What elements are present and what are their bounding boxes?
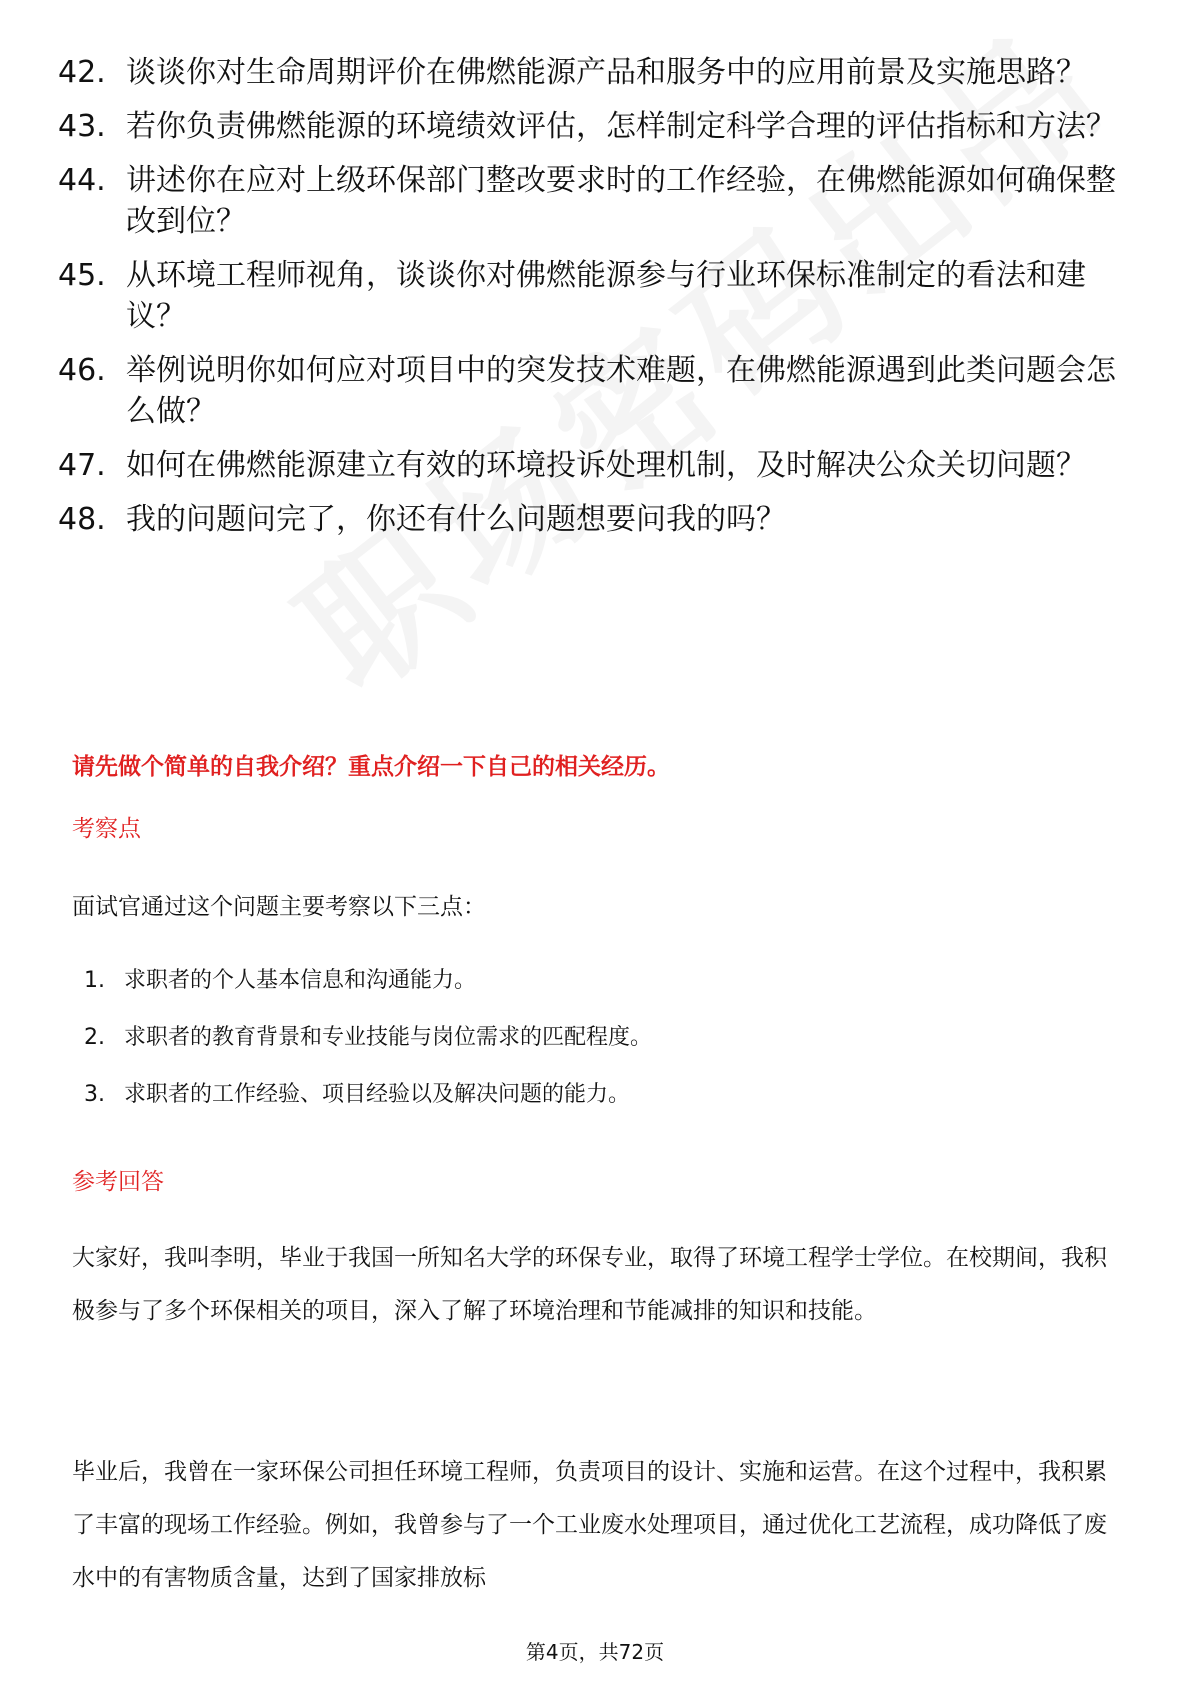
question-number: 43. — [58, 109, 106, 144]
question-item — [58, 160, 1118, 242]
question-item — [58, 52, 1118, 93]
focus-intro: 面试官通过这个问题主要考察以下三点： — [72, 894, 486, 920]
question-number: 46. — [58, 353, 106, 388]
question-item — [58, 106, 1118, 147]
question-text: 如何在佛燃能源建立有效的环境投诉处理机制，及时解决公众关切问题？ — [126, 448, 1086, 483]
question-item — [58, 255, 1118, 337]
focus-point — [84, 1080, 652, 1110]
question-text: 谈谈你对生命周期评价在佛燃能源产品和服务中的应用前景及实施思路？ — [126, 55, 1086, 90]
question-number: 45. — [58, 258, 106, 293]
question-text: 若你负责佛燃能源的环境绩效评估，怎样制定科学合理的评估指标和方法？ — [126, 109, 1116, 144]
question-text: 从环境工程师视角，谈谈你对佛燃能源参与行业环保标准制定的看法和建议？ — [126, 258, 1086, 334]
question-number: 48. — [58, 502, 106, 537]
focus-point — [84, 966, 652, 996]
answer-paragraph: 大家好，我叫李明，毕业于我国一所知名大学的环保专业，取得了环境工程学士学位。在校期间，我积极参与了多个环保相关的项目，深入了解了环境治理和节能减排的知识和技能。 — [72, 1245, 1107, 1324]
page-footer: 第4页，共72页 — [525, 1640, 665, 1664]
question-text: 举例说明你如何应对项目中的突发技术难题，在佛燃能源遇到此类问题会怎么做？ — [126, 353, 1116, 429]
focus-point — [84, 1023, 652, 1053]
focus-label: 考察点 — [72, 816, 141, 842]
question-text: 讲述你在应对上级环保部门整改要求时的工作经验，在佛燃能源如何确保整改到位？ — [126, 163, 1116, 239]
question-number: 44. — [58, 163, 106, 198]
question-number: 47. — [58, 448, 106, 483]
question-text: 我的问题问完了，你还有什么问题想要问我的吗？ — [126, 502, 786, 537]
focus-point-number: 3. — [84, 1082, 105, 1107]
focus-point-text: 求职者的工作经验、项目经验以及解决问题的能力。 — [124, 1082, 631, 1107]
question-item — [58, 499, 1118, 540]
focus-point-number: 1. — [84, 968, 105, 993]
focus-points — [84, 966, 652, 1137]
answer-paragraph: 毕业后，我曾在一家环保公司担任环境工程师，负责项目的设计、实施和运营。在这个过程中，我积累了丰富的现场工作经验。例如，我曾参与了一个工业废水处理项目，通过优化工艺流程，成功降低了废水中的有害物质含量，达到了国家排放标 — [72, 1459, 1107, 1591]
question-item — [58, 350, 1118, 432]
focus-point-number: 2. — [84, 1025, 105, 1050]
section-heading: 请先做个简单的自我介绍？重点介绍一下自己的相关经历。 — [72, 754, 670, 780]
focus-point-text: 求职者的个人基本信息和沟通能力。 — [124, 968, 477, 993]
question-list — [58, 52, 1118, 553]
question-number: 42. — [58, 55, 106, 90]
question-item — [58, 445, 1118, 486]
focus-point-text: 求职者的教育背景和专业技能与岗位需求的匹配程度。 — [124, 1025, 653, 1050]
answer-label: 参考回答 — [72, 1169, 164, 1195]
